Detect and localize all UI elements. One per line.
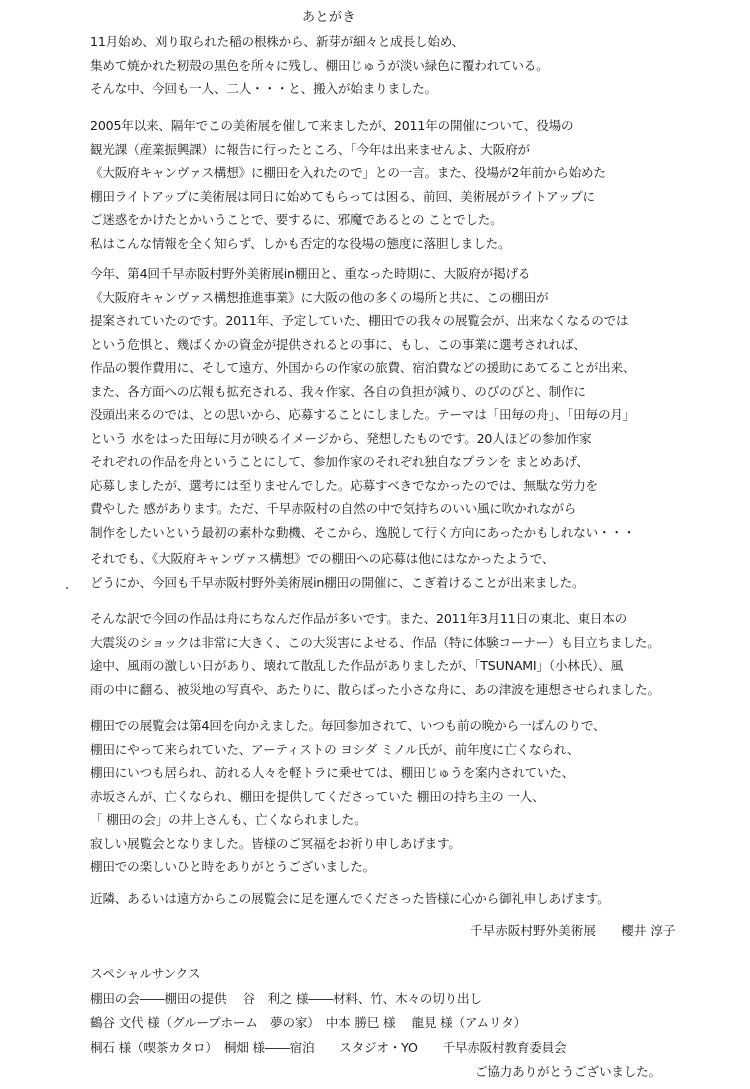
- text-line: 今年、第4回千早赤阪村野外美術展in棚田と、重なった時期に、大阪府が掲げる: [90, 266, 531, 281]
- text-line: 棚田にいつも居られ、訪れる人々を軽トラに乗せては、棚田じゅうを案内されていた、: [90, 765, 575, 780]
- text-line: 《大阪府キャンヴァス構想推進事業》に大阪の他の多くの場所と共に、この棚田が: [90, 289, 549, 305]
- text-line: 11月始め、刈り取られた稲の根株から、新芽が細々と成長し始め、: [90, 34, 465, 49]
- text-line: 私はこんな情報を全く知らず、しかも否定的な役場の態度に落胆しました。: [90, 235, 511, 251]
- paragraph-2: [90, 114, 730, 255]
- text-line: 赤坂さんが、亡くなられ、棚田を提供してくださっていた 棚田の持ち主の 一人、: [90, 788, 545, 804]
- text-line: 途中、風雨の激しい日があり、壊れて散乱した作品がありましたが、「TSUNAMI」（小林氏）、風: [90, 658, 623, 673]
- text-line: 棚田にやって来られていた、アーティストの ヨシダ ミノル氏が、前年度に亡くなられ、: [90, 741, 580, 757]
- text-line: 大震災のショックは非常に大きく、この大災害によせる、作品（特に体験コーナー）も目立ちました。: [90, 634, 660, 650]
- text-line: それでも、《大阪府キャンヴァス構想》での棚田への応募は他にはなかったようで、: [90, 551, 555, 566]
- text-line: どうにか、今回も千早赤阪村野外美術展in棚田の開催に、こぎ着けることが出来ました。: [90, 574, 585, 590]
- thanks-line: 棚田の会――棚田の提供 谷 利之 様――材料、竹、木々の切り出し: [90, 990, 482, 1006]
- paragraph-5: [90, 607, 730, 701]
- paragraph-1: [90, 30, 730, 101]
- text-line: また、各方面への広報も拡充される、我々作家、各自の負担が減り、のびのびと、制作に: [90, 383, 586, 399]
- text-line: 観光課（産業振興課）に報告に行ったところ、「今年は出来ませんよ、大阪府が: [90, 141, 530, 157]
- paragraph-4: [90, 547, 730, 594]
- paragraph-3: [90, 262, 730, 544]
- text-line: 集めて焼かれた籾殻の黒色を所々に残し、棚田じゅうが淡い緑色に覆われている。: [90, 57, 549, 73]
- text-line: という 水をはった田毎に月が映るイメージから、発想したものです。20人ほどの参加作家: [90, 430, 592, 446]
- special-thanks: [90, 962, 730, 1085]
- text-line: そんな中、今回も一人、二人・・・と、搬入が始まりました。: [90, 81, 438, 96]
- text-line: 没頭出来るのでは、との思いから、応募することにしました。テーマは「田毎の舟」、「田毎の月」: [90, 407, 636, 422]
- text-line: 近隣、あるいは遠方からこの展覧会に足を運んでくださった皆様に心から御礼申しあげます。: [90, 891, 610, 906]
- text-line: 制作をしたいという最初の素朴な動機、そこから、逸脱して行く方向にあったかもしれない・・・: [90, 524, 636, 540]
- text-line: 2005年以来、隔年でこの美術展を催して来ましたが、2011年の開催について、役場の: [90, 118, 574, 133]
- text-line: という危惧と、幾ばくかの資金が提供されるとの事に、もし、この事業に選考されれば、: [90, 336, 586, 352]
- paragraph-7: [90, 887, 730, 911]
- text-line: 費やした 感があります。ただ、千早赤阪村の自然の中で気持ちのいい風に吹かれながら: [90, 501, 577, 516]
- text-line: そんな訳で今回の作品は舟にちなんだ作品が多いです。また、2011年3月11日の東北、東日本の: [90, 611, 628, 626]
- text-line: それぞれの作品を舟ということにして、参加作家のそれぞれ独自なプランを まとめあげ、: [90, 454, 589, 469]
- thanks-line: 桐石 様（喫茶カタロ） 桐畑 様――宿泊 スタジオ・YO 千早赤阪村教育委員会: [90, 1039, 567, 1055]
- text-line: 作品の製作費用に、そして遠方、外国からの作家の旅費、宿泊費などの援助にあてることが出来、: [90, 360, 636, 375]
- text-line: 提案されていたのです。2011年、予定していた、棚田での我々の展覧会が、出来なくなるのでは: [90, 313, 629, 328]
- text-line: 応募しましたが、選考には至りませんでした。応募すべきでなかったのでは、無駄な労力を: [90, 477, 598, 493]
- text-line: 棚田ライトアップに美術展は同日に始めてもらっては困る、前回、美術展がライトアップに: [90, 188, 595, 204]
- author-signature: 千早赤阪村野外美術展 櫻井 淳子: [470, 923, 676, 938]
- stray-dot: [66, 587, 68, 589]
- thanks-closing: ご協力ありがとうございました。: [475, 1064, 661, 1079]
- page-title: あとがき: [302, 10, 357, 25]
- thanks-line: 鶴谷 文代 様（グループホーム 夢の家） 中本 勝巳 様 龍見 様（アムリタ）: [90, 1015, 527, 1030]
- text-line: 棚田での楽しいひと時をありがとうございました。: [90, 859, 376, 874]
- paragraph-6: [90, 714, 730, 879]
- text-line: 寂しい展覧会となりました。皆様のご冥福をお祈り申しあげます。: [90, 835, 461, 851]
- special-thanks-heading: スペシャルサンクス: [90, 966, 201, 981]
- text-line: ご迷惑をかけたとかいうことで、要するに、邪魔であるとの ことでした。: [90, 212, 503, 227]
- text-line: 《大阪府キャンヴァス構想》に棚田を入れたので」との一言。また、役場が2年前から始めた: [90, 165, 606, 180]
- text-line: 「 棚田の会」の井上さんも、亡くなられました。: [90, 812, 367, 827]
- text-line: 雨の中に翻る、被災地の写真や、あたりに、散らばった小さな舟に、あの津波を連想させられました。: [90, 681, 660, 697]
- text-line: 棚田での展覧会は第4回を向かえました。毎回参加されて、いつも前の晩から一ばんのりで、: [90, 718, 606, 733]
